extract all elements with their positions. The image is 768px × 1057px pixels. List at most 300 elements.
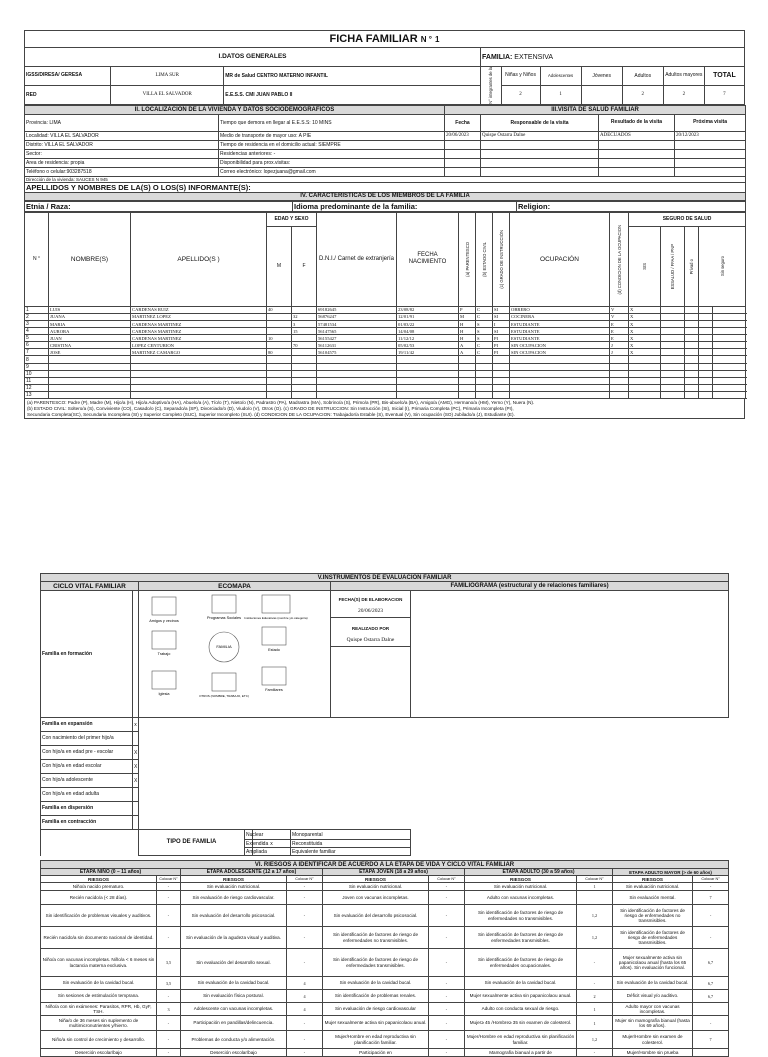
member-ocupacion[interactable] — [510, 391, 610, 398]
member-f[interactable] — [292, 306, 317, 313]
legend-civil: (b) ESTADO CIVIL: Soltero/a (S), Conviviente (CO), Casado/o (C), Separado/a (SP), Divorciado/o (D), Viudo/o (V), Otros (O). (c) GRADO DE INSTRUCCION: Sin Instrucción (SI), Inicial (I), Primaria Completa (PC), Primaria Incompleta (PI), — [27, 405, 514, 411]
member-seguro-extra[interactable] — [661, 328, 685, 335]
member-dni[interactable]: 56876247 — [317, 313, 397, 320]
member-nombre[interactable] — [49, 370, 131, 377]
member-condicion[interactable]: V — [610, 313, 629, 320]
member-seguro-extra[interactable] — [713, 384, 746, 391]
member-seguro-extra[interactable] — [699, 306, 713, 313]
member-seguro-extra[interactable] — [699, 384, 713, 391]
member-grado[interactable] — [493, 356, 510, 363]
riesgo-number[interactable]: - — [157, 990, 181, 1003]
member-seguro-extra[interactable] — [685, 356, 699, 363]
member-nombre[interactable]: AURORA — [49, 328, 131, 335]
riesgo-number[interactable]: 1,2 — [577, 905, 613, 927]
member-n[interactable]: 1 — [25, 306, 49, 313]
riesgo-number[interactable]: - — [577, 1049, 613, 1057]
member-ocupacion[interactable]: ESTUDIANTE — [510, 335, 610, 342]
member-fecha[interactable] — [397, 363, 459, 370]
member-ocupacion[interactable]: COCINERA — [510, 313, 610, 320]
member-condicion[interactable]: V — [610, 306, 629, 313]
member-condicion[interactable]: E — [610, 328, 629, 335]
ciclo-row — [41, 802, 729, 816]
riesgo-number[interactable]: - — [157, 927, 181, 949]
member-parentesco[interactable] — [459, 377, 476, 384]
member-dni[interactable]: 56147565 — [317, 328, 397, 335]
member-seguro-extra[interactable] — [699, 391, 713, 398]
riesgo-number[interactable]: - — [429, 1003, 465, 1016]
member-fecha[interactable] — [397, 391, 459, 398]
riesgo-number[interactable]: 1,2 — [577, 927, 613, 949]
member-f[interactable] — [292, 356, 317, 363]
member-n[interactable]: 7 — [25, 349, 49, 356]
member-fecha[interactable] — [397, 377, 459, 384]
member-ocupacion[interactable] — [510, 384, 610, 391]
member-parentesco[interactable]: A — [459, 342, 476, 349]
member-apellido[interactable]: CARDENAS MARTINEZ — [131, 328, 267, 335]
member-seguro-extra[interactable] — [713, 313, 746, 320]
member-nombre[interactable] — [49, 356, 131, 363]
member-seguro-extra[interactable] — [661, 391, 685, 398]
riesgo-number[interactable]: - — [287, 1031, 323, 1049]
member-civil[interactable] — [476, 384, 493, 391]
riesgo-item: Sin evaluación del desarrollo sexual. — [181, 949, 287, 977]
member-grado[interactable]: SI — [493, 313, 510, 320]
member-apellido[interactable]: CARDENAS MARTINEZ — [131, 321, 267, 328]
riesgo-number[interactable]: 4 — [287, 990, 323, 1003]
member-parentesco[interactable] — [459, 391, 476, 398]
member-seguro-extra[interactable] — [713, 335, 746, 342]
member-seguro-extra[interactable] — [713, 342, 746, 349]
member-seguro-extra[interactable] — [685, 342, 699, 349]
ciclo-row — [41, 788, 729, 802]
member-sis[interactable] — [629, 363, 661, 370]
member-m[interactable] — [267, 342, 292, 349]
member-civil[interactable] — [476, 391, 493, 398]
member-apellido[interactable] — [131, 363, 267, 370]
member-seguro-extra[interactable] — [699, 356, 713, 363]
col-civil: (b) ESTADO CIVIL — [481, 241, 487, 277]
tipo-1-mark[interactable]: x — [253, 840, 291, 848]
member-seguro-extra[interactable] — [713, 370, 746, 377]
member-grado[interactable]: PI — [493, 349, 510, 356]
member-nombre[interactable]: JOSE — [49, 349, 131, 356]
riesgo-number[interactable]: - — [157, 891, 181, 905]
riesgo-number[interactable]: 3,5 — [157, 977, 181, 990]
riesgo-number[interactable]: 1 — [577, 883, 613, 891]
riesgo-number[interactable]: - — [287, 949, 323, 977]
member-seguro-extra[interactable] — [685, 391, 699, 398]
member-apellido[interactable]: MARTINEZ LOPEZ — [131, 313, 267, 320]
riesgo-number[interactable]: - — [577, 977, 613, 990]
member-parentesco[interactable] — [459, 356, 476, 363]
member-seguro-extra[interactable] — [699, 370, 713, 377]
riesgo-number[interactable]: - — [287, 1016, 323, 1031]
member-seguro-extra[interactable] — [661, 306, 685, 313]
member-f[interactable] — [292, 363, 317, 370]
riesgo-number[interactable]: - — [693, 905, 729, 927]
member-condicion[interactable]: J — [610, 342, 629, 349]
member-fecha[interactable]: 19/11/42 — [397, 349, 459, 356]
member-sis[interactable] — [629, 384, 661, 391]
member-nombre[interactable]: MARIA — [49, 321, 131, 328]
member-seguro-extra[interactable] — [661, 370, 685, 377]
riesgo-number[interactable]: - — [157, 1031, 181, 1049]
riesgo-number[interactable]: - — [157, 1016, 181, 1031]
riesgo-number[interactable]: - — [287, 891, 323, 905]
member-seguro-extra[interactable] — [699, 321, 713, 328]
member-m[interactable] — [267, 377, 292, 384]
member-condicion[interactable]: J — [610, 349, 629, 356]
riesgo-number[interactable]: 1,2 — [577, 1031, 613, 1049]
visita-responsable: Quispe Ostarra Dalne — [481, 131, 599, 140]
member-n[interactable]: 10 — [25, 370, 49, 377]
ciclo-item-mark[interactable] — [133, 816, 139, 830]
riesgo-number[interactable]: - — [429, 891, 465, 905]
member-seguro-extra[interactable] — [661, 377, 685, 384]
riesgo-item: Niño/a con vacunas incompletas. Niño/a < 6 meses sin lactancia materna exclusiva. — [41, 949, 157, 977]
riesgo-number[interactable]: - — [287, 927, 323, 949]
ciclo-item-mark[interactable]: X — [133, 746, 139, 760]
member-n[interactable]: 12 — [25, 384, 49, 391]
member-sis[interactable]: X — [629, 335, 661, 342]
member-seguro-extra[interactable] — [699, 342, 713, 349]
member-m[interactable] — [267, 370, 292, 377]
member-m[interactable] — [267, 384, 292, 391]
member-seguro-extra[interactable] — [685, 306, 699, 313]
member-m[interactable]: 40 — [267, 306, 292, 313]
member-dni[interactable] — [317, 384, 397, 391]
member-m[interactable] — [267, 363, 292, 370]
member-seguro-extra[interactable] — [685, 321, 699, 328]
member-seguro-extra[interactable] — [685, 370, 699, 377]
member-dni[interactable]: 56112631 — [317, 342, 397, 349]
member-seguro-extra[interactable] — [685, 363, 699, 370]
member-dni[interactable] — [317, 377, 397, 384]
ciclo-item-mark[interactable]: X — [133, 774, 139, 788]
riesgo-number[interactable]: - — [157, 905, 181, 927]
member-apellido[interactable]: CARDENAS MARTINEZ — [131, 335, 267, 342]
member-seguro-extra[interactable] — [713, 391, 746, 398]
member-fecha[interactable]: 12/01/91 — [397, 313, 459, 320]
member-condicion[interactable]: E — [610, 335, 629, 342]
member-grado[interactable] — [493, 384, 510, 391]
member-grado[interactable]: PI — [493, 342, 510, 349]
member-seguro-extra[interactable] — [713, 363, 746, 370]
ciclo-item-mark[interactable] — [133, 802, 139, 816]
riesgo-number[interactable]: 3 — [157, 1003, 181, 1016]
member-grado[interactable]: SI — [493, 328, 510, 335]
member-condicion[interactable] — [610, 377, 629, 384]
member-seguro-extra[interactable] — [661, 335, 685, 342]
member-nombre[interactable] — [49, 391, 131, 398]
member-civil[interactable]: S — [476, 335, 493, 342]
member-seguro-extra[interactable] — [685, 349, 699, 356]
member-ocupacion[interactable] — [510, 377, 610, 384]
member-n[interactable]: 11 — [25, 377, 49, 384]
riesgo-number[interactable]: - — [429, 927, 465, 949]
ciclo-item-mark[interactable]: X — [133, 760, 139, 774]
member-sis[interactable] — [629, 356, 661, 363]
member-civil[interactable]: C — [476, 342, 493, 349]
member-dni[interactable] — [317, 391, 397, 398]
member-sis[interactable] — [629, 370, 661, 377]
member-parentesco[interactable]: H — [459, 335, 476, 342]
member-m[interactable] — [267, 321, 292, 328]
member-n[interactable]: 4 — [25, 328, 49, 335]
member-condicion[interactable] — [610, 356, 629, 363]
riesgo-number[interactable]: - — [693, 883, 729, 891]
member-parentesco[interactable]: H — [459, 321, 476, 328]
riesgo-number[interactable]: - — [287, 905, 323, 927]
member-nombre[interactable] — [49, 363, 131, 370]
member-nombre[interactable] — [49, 384, 131, 391]
member-sis[interactable]: X — [629, 342, 661, 349]
member-seguro-extra[interactable] — [661, 313, 685, 320]
member-ocupacion[interactable]: ESTUDIANTE — [510, 328, 610, 335]
ciclo-item-mark[interactable]: x — [133, 718, 139, 732]
member-condicion[interactable] — [610, 370, 629, 377]
riesgo-number[interactable]: - — [429, 905, 465, 927]
eco-estado-box — [262, 627, 286, 645]
member-apellido[interactable] — [131, 370, 267, 377]
member-civil[interactable]: C — [476, 349, 493, 356]
member-condicion[interactable]: E — [610, 321, 629, 328]
member-sis[interactable] — [629, 377, 661, 384]
member-seguro-extra[interactable] — [661, 349, 685, 356]
member-fecha[interactable]: 14/04/08 — [397, 328, 459, 335]
member-civil[interactable] — [476, 363, 493, 370]
member-n[interactable]: 9 — [25, 363, 49, 370]
ciclo-item-mark[interactable] — [133, 788, 139, 802]
riesgo-number[interactable]: - — [693, 927, 729, 949]
member-civil[interactable]: S — [476, 321, 493, 328]
member-f[interactable]: 15 — [292, 328, 317, 335]
riesgo-number[interactable]: - — [429, 990, 465, 1003]
ciclo-item-label: Con hijo/a en edad pre - escolar — [41, 746, 133, 760]
member-nombre[interactable] — [49, 377, 131, 384]
member-parentesco[interactable]: H — [459, 328, 476, 335]
member-parentesco[interactable]: A — [459, 349, 476, 356]
riesgo-item: Mujer≥ 45 /Hombre≥ 35 sin examen de colesterol. — [465, 1016, 577, 1031]
member-m[interactable] — [267, 313, 292, 320]
member-seguro-extra[interactable] — [699, 313, 713, 320]
member-seguro-extra[interactable] — [699, 363, 713, 370]
member-sis[interactable]: X — [629, 306, 661, 313]
member-m[interactable] — [267, 356, 292, 363]
member-seguro-extra[interactable] — [713, 328, 746, 335]
member-seguro-extra[interactable] — [685, 328, 699, 335]
riesgo-number[interactable]: - — [429, 883, 465, 891]
member-grado[interactable] — [493, 391, 510, 398]
member-seguro-extra[interactable] — [685, 377, 699, 384]
riesgo-number[interactable]: - — [157, 883, 181, 891]
member-f[interactable]: 70 — [292, 342, 317, 349]
member-ocupacion[interactable] — [510, 370, 610, 377]
member-sis[interactable]: X — [629, 328, 661, 335]
member-condicion[interactable] — [610, 391, 629, 398]
riesgo-number[interactable] — [693, 1003, 729, 1016]
member-seguro-extra[interactable] — [713, 349, 746, 356]
member-ocupacion[interactable] — [510, 363, 610, 370]
member-parentesco[interactable] — [459, 370, 476, 377]
riesgo-number[interactable]: - — [693, 1016, 729, 1031]
member-seguro-extra[interactable] — [699, 328, 713, 335]
member-nombre[interactable]: CRISTINA — [49, 342, 131, 349]
visita-fecha: 20/06/2023 — [445, 131, 481, 140]
member-parentesco[interactable]: M — [459, 313, 476, 320]
member-seguro-extra[interactable] — [713, 321, 746, 328]
member-apellido[interactable] — [131, 377, 267, 384]
member-seguro-extra[interactable] — [661, 342, 685, 349]
member-fecha[interactable]: 01/03/22 — [397, 321, 459, 328]
riesgo-number[interactable]: 3,5 — [157, 949, 181, 977]
member-seguro-extra[interactable] — [661, 384, 685, 391]
member-fecha[interactable] — [397, 370, 459, 377]
member-seguro-extra[interactable] — [713, 377, 746, 384]
member-grado[interactable] — [493, 363, 510, 370]
member-row — [25, 377, 746, 384]
member-parentesco[interactable] — [459, 384, 476, 391]
member-n[interactable]: 8 — [25, 356, 49, 363]
member-dni[interactable] — [317, 370, 397, 377]
riesgo-number[interactable]: - — [429, 949, 465, 977]
member-seguro-extra[interactable] — [661, 356, 685, 363]
member-parentesco[interactable]: P — [459, 306, 476, 313]
member-seguro-extra[interactable] — [699, 349, 713, 356]
member-civil[interactable]: C — [476, 306, 493, 313]
member-n[interactable]: 3 — [25, 321, 49, 328]
member-apellido[interactable] — [131, 384, 267, 391]
member-seguro-extra[interactable] — [699, 335, 713, 342]
member-sis[interactable]: X — [629, 321, 661, 328]
member-seguro-extra[interactable] — [685, 384, 699, 391]
member-seguro-extra[interactable] — [685, 335, 699, 342]
member-m[interactable]: 80 — [267, 349, 292, 356]
riesgo-number[interactable]: - — [287, 1049, 323, 1057]
riesgo-number[interactable]: - — [429, 1049, 465, 1057]
visita-col-responsable: Responsable de la visita — [481, 114, 599, 131]
member-n[interactable]: 5 — [25, 335, 49, 342]
member-ocupacion[interactable]: OBRERO — [510, 306, 610, 313]
riesgo-number[interactable]: 6,7 — [693, 949, 729, 977]
member-f[interactable] — [292, 377, 317, 384]
member-seguro-extra[interactable] — [699, 377, 713, 384]
riesgo-number[interactable]: 7 — [693, 1031, 729, 1049]
member-f[interactable] — [292, 391, 317, 398]
riesgo-number[interactable]: - — [157, 1049, 181, 1057]
member-seguro-extra[interactable] — [713, 306, 746, 313]
riesgo-number[interactable]: - — [429, 1031, 465, 1049]
member-grado[interactable]: SI — [493, 306, 510, 313]
member-parentesco[interactable] — [459, 363, 476, 370]
member-nombre[interactable]: LUIS — [49, 306, 131, 313]
member-dni[interactable]: 57481534 — [317, 321, 397, 328]
member-n[interactable]: 13 — [25, 391, 49, 398]
member-m[interactable] — [267, 328, 292, 335]
member-m[interactable]: 10 — [267, 335, 292, 342]
riesgo-number[interactable] — [577, 891, 613, 905]
member-ocupacion[interactable]: SIN OCUPACION — [510, 349, 610, 356]
member-grado[interactable]: I — [493, 321, 510, 328]
member-f[interactable]: 3 — [292, 321, 317, 328]
member-f[interactable] — [292, 370, 317, 377]
member-ocupacion[interactable]: ESTUDIANTE — [510, 321, 610, 328]
member-condicion[interactable] — [610, 363, 629, 370]
member-grado[interactable] — [493, 370, 510, 377]
member-dni[interactable] — [317, 356, 397, 363]
member-f[interactable] — [292, 349, 317, 356]
riesgo-number[interactable]: - — [429, 977, 465, 990]
member-civil[interactable] — [476, 356, 493, 363]
riesgo-number[interactable]: 4 — [287, 1003, 323, 1016]
member-n[interactable]: 6 — [25, 342, 49, 349]
member-dni[interactable]: 69182645 — [317, 306, 397, 313]
member-civil[interactable] — [476, 370, 493, 377]
member-seguro-extra[interactable] — [661, 321, 685, 328]
member-nombre[interactable]: JUAN — [49, 335, 131, 342]
member-f[interactable] — [292, 335, 317, 342]
member-n[interactable]: 2 — [25, 313, 49, 320]
ciclo-item-mark[interactable] — [133, 732, 139, 746]
member-seguro-extra[interactable] — [685, 313, 699, 320]
riesgo-number[interactable]: 6,7 — [693, 977, 729, 990]
riesgo-number[interactable]: 6,7 — [693, 990, 729, 1003]
member-dni[interactable]: 56155427 — [317, 335, 397, 342]
riesgo-number[interactable]: - — [429, 1016, 465, 1031]
member-sis[interactable] — [629, 391, 661, 398]
member-fecha[interactable]: 05/02/53 — [397, 342, 459, 349]
member-fecha[interactable] — [397, 384, 459, 391]
member-nombre[interactable]: JUANA — [49, 313, 131, 320]
member-apellido[interactable]: MARTINEZ CAMARGO — [131, 349, 267, 356]
member-ocupacion[interactable] — [510, 356, 610, 363]
member-condicion[interactable] — [610, 384, 629, 391]
member-m[interactable] — [267, 391, 292, 398]
member-dni[interactable] — [317, 363, 397, 370]
member-fecha[interactable]: 11/12/12 — [397, 335, 459, 342]
member-apellido[interactable] — [131, 356, 267, 363]
member-sis[interactable]: X — [629, 349, 661, 356]
member-fecha[interactable] — [397, 356, 459, 363]
member-civil[interactable]: S — [476, 328, 493, 335]
riesgo-number[interactable]: 2 — [577, 990, 613, 1003]
member-dni[interactable]: 56104575 — [317, 349, 397, 356]
etapa-1: ETAPA ADOLESCENTE (12 a 17 años) — [181, 869, 323, 876]
integrantes-val-0: 2 — [501, 85, 540, 104]
riesgo-number[interactable]: 1 — [577, 1016, 613, 1031]
member-civil[interactable] — [476, 377, 493, 384]
riesgo-number[interactable]: 1 — [577, 1003, 613, 1016]
riesgo-number[interactable] — [693, 1049, 729, 1057]
riesgo-number[interactable]: 7 — [693, 891, 729, 905]
member-apellido[interactable]: CARDENAS RUIZ — [131, 306, 267, 313]
member-seguro-extra[interactable] — [713, 356, 746, 363]
member-fecha[interactable]: 23/08/82 — [397, 306, 459, 313]
member-seguro-extra[interactable] — [661, 363, 685, 370]
member-civil[interactable]: C — [476, 313, 493, 320]
member-apellido[interactable]: LOPEZ CENTURION — [131, 342, 267, 349]
member-grado[interactable]: PI — [493, 335, 510, 342]
member-apellido[interactable] — [131, 391, 267, 398]
riesgo-number[interactable]: - — [577, 949, 613, 977]
riesgo-number[interactable]: 4 — [287, 977, 323, 990]
riesgo-number[interactable]: - — [287, 883, 323, 891]
member-f[interactable] — [292, 384, 317, 391]
member-f[interactable]: 32 — [292, 313, 317, 320]
member-grado[interactable] — [493, 377, 510, 384]
member-sis[interactable]: X — [629, 313, 661, 320]
member-ocupacion[interactable]: SIN OCUPACION — [510, 342, 610, 349]
